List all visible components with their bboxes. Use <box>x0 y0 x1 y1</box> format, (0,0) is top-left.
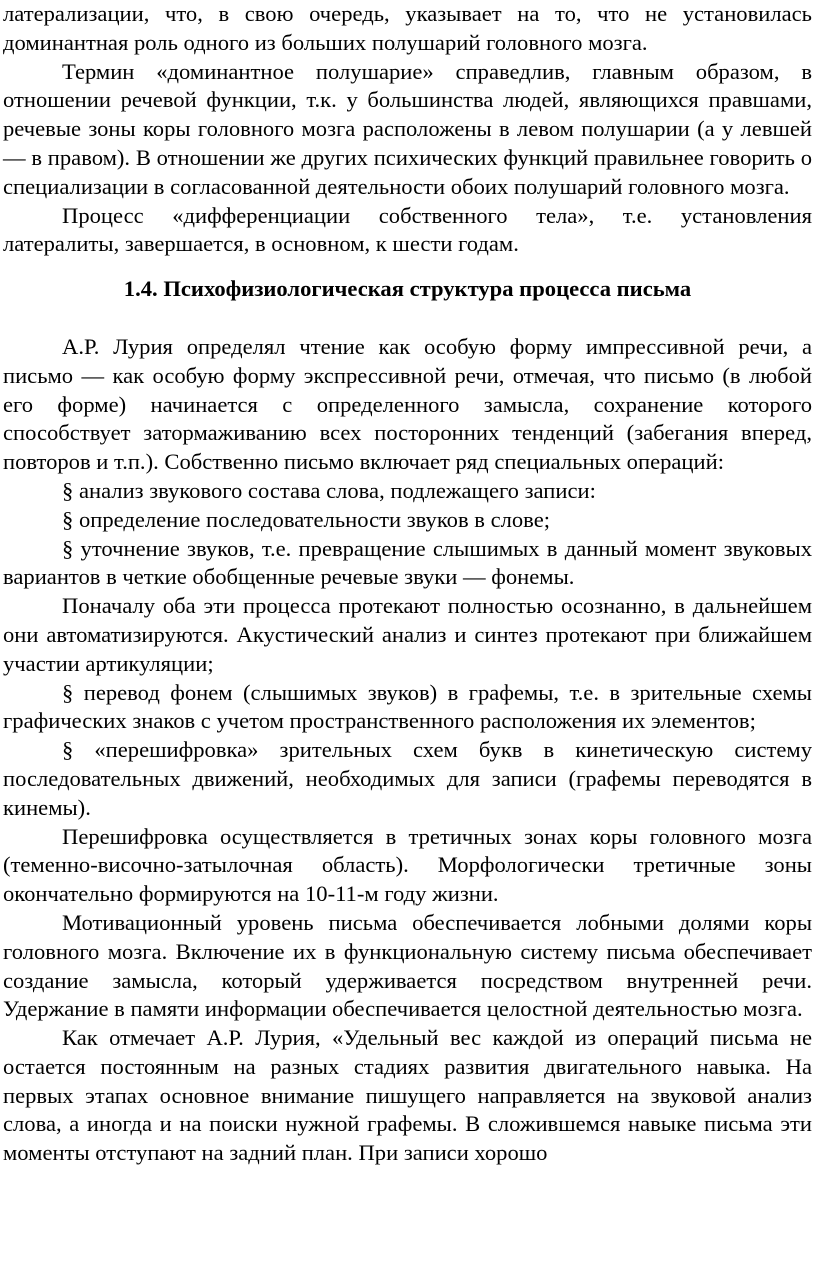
section-heading: 1.4. Психофизиологическая структура процесса письма <box>123 276 692 302</box>
list-item-recoding: § «перешифровка» зрительных схем букв в кинетическую систему последовательных движений, необходимых для записи (графемы переводятся в кинемы). <box>3 737 812 820</box>
paragraph-dominant-hemisphere: Термин «доминантное полушарие» справедлив, главным образом, в отношении речевой функции, т.к. у большинства людей, являющихся правшами, речевые зоны коры головного мозга расположены в левом полушарии (а у левшей — в правом). В отношении же других психических функций правильнее говорить о специализации в согласованной деятельности обоих полушарий головного мозга. <box>3 58 812 199</box>
list-item-sound-clarification: § уточнение звуков, т.е. превращение слышимых в данный момент звуковых вариантов в четкие обобщенные речевые звуки — фонемы. <box>3 535 812 590</box>
list-item-sound-analysis: § анализ звукового состава слова, подлежащего записи: <box>62 477 596 503</box>
list-item-sound-sequence: § определение последовательности звуков в слове; <box>62 506 551 532</box>
paragraph-luria-writing: А.Р. Лурия определял чтение как особую форму импрессивной речи, а письмо — как особую форму экспрессивной речи, отмечая, что письмо (в любой его форме) начинается с определенного замысла, сохранение которого способствует затормаживанию всех посторонних тенденций (забегания вперед, повторов и т.п.). Собственно письмо включает ряд специальных операций: <box>3 333 812 475</box>
paragraph-tertiary-zones: Перешифровка осуществляется в третичных зонах коры головного мозга (теменно-височно-затылочная область). Морфологически третичные зоны окончательно формируются на 10-11-м году жизни. <box>3 823 812 907</box>
paragraph-continuation: латерализации, что, в свою очередь, указывает на то, что не установилась доминантная роль одного из больших полушарий головного мозга. <box>3 1 812 55</box>
paragraph-body-differentiation: Процесс «дифференциации собственного тела», т.е. установления латералиты, завершается, в основном, к шести годам. <box>3 202 812 257</box>
paragraph-automation: Поначалу оба эти процесса протекают полностью осознанно, в дальнейшем они автоматизируются. Акустический анализ и синтез протекают при ближайшем участии артикуляции; <box>3 593 812 676</box>
paragraph-luria-quote: Как отмечает А.Р. Лурия, «Удельный вес каждой из операций письма не остается постоянным на разных стадиях развития двигательного навыка. На первых этапах основное внимание пишущего направляется на звуковой анализ слова, а иногда и на поиски нужной графемы. В сложившемся навыке письма эти моменты отступают на задний план. При записи хорошо <box>3 1025 812 1166</box>
paragraph-motivational-level: Мотивационный уровень письма обеспечивается лобными долями коры головного мозга. Включение их в функциональную систему письма обеспечивает создание замысла, который удерживается посредством внутренней речи. Удержание в памяти информации обеспечивается целостной деятельностью мозга. <box>3 909 812 1022</box>
list-item-phoneme-grapheme: § перевод фонем (слышимых звуков) в графемы, т.е. в зрительные схемы графических знаков с учетом пространственного расположения их элементов; <box>3 679 812 734</box>
